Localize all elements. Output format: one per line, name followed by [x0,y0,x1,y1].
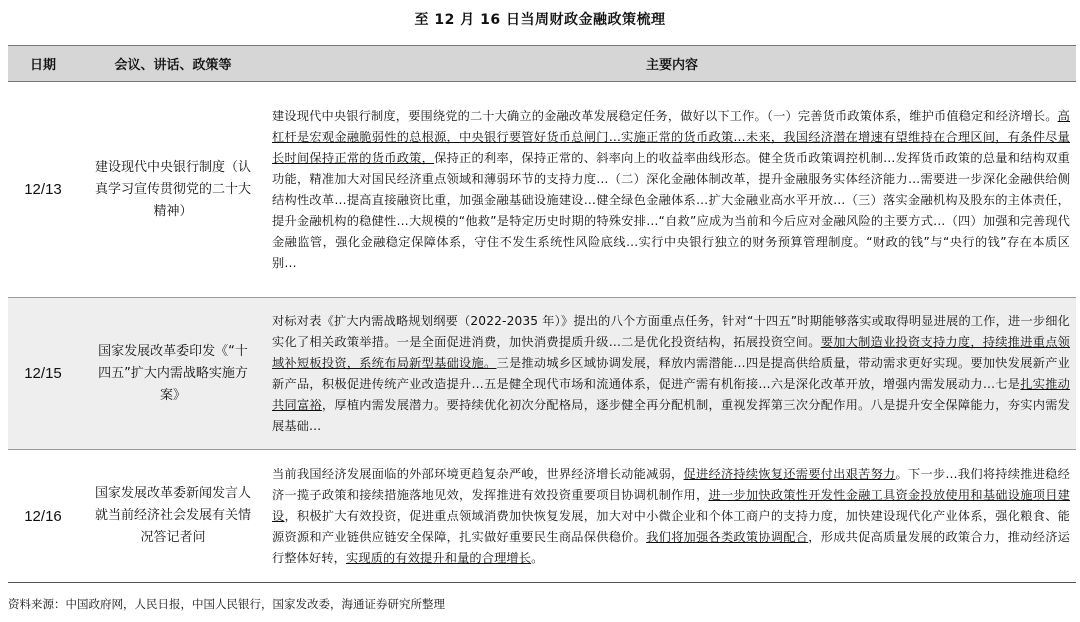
content-segment-underlined: 我们将加强各类政策协调配合 [646,529,809,544]
content-segment: ，厚植内需发展潜力。要持续优化初次分配格局，逐步健全再分配机制，重视发挥第三次分配作用。八是提升安全保障能力，夯实内需发展基础… [272,397,1070,433]
header-date: 日期 [8,46,78,82]
content-segment: 保持正的利率，保持正常的、斜率向上的收益率曲线形态。健全货币政策调控机制…发挥货币政策的总量和结构双重功能，精准加大对国民经济重点领域和薄弱环节的支持力度…（二）深化金融体制改革，提升金融服务实体经济能力…需要进一步深化金融供给侧结构性改革…提高直接融资比重，加强金融基础设施建设…健全绿色金融体系…扩大金融业高水平开放…（三）落实金融机构及股东的主体责任，提升金融机构的稳健性…大规模的“他救”是特定历史时期的特殊安排…“自救”应成为当前和今后应对金融风险的主要方式…（四）加强和完善现代金融监管，强化金融稳定保障体系，守住不发生系统性风险底线…实行中央银行独立的财务预算管理制度。“财政的钱”与“央行的钱”存在本质区别… [272,150,1070,270]
source-note: 资料来源：中国政府网，人民日报，中国人民银行，国家发改委，海通证券研究所整理 [8,597,445,611]
content-segment-underlined: 进一步加快政策性开发性金融工具资金投放使用和基础设施项目建设 [272,487,1071,523]
header-content: 主要内容 [268,46,1076,82]
header-row [8,46,1076,82]
content-segment: 。 [531,550,544,565]
row-content [268,82,1076,298]
content-segment: 三是推动城乡区域协调发展，释放内需潜能…四是提高供给质量，带动需求更好实现。要加快发展新产业新产品，积极促进传统产业改造提升…五是健全现代市场和流通体系，促进产需有机衔接…六是深化改革开放，增强内需发展动力…七是 [272,355,1071,391]
content-segment-underlined: 促进经济持续恢复还需要付出艰苦努力 [683,466,896,481]
content-segment-underlined: 扎实推动共同富裕 [272,376,1070,412]
row-meeting: 国家发展改革委印发《“十四五”扩大内需战略实施方案》 [78,298,268,450]
table-title: 至 12 月 16 日当周财政金融政策梳理 [414,12,666,28]
content-segment: ，形成共促高质量发展的政策合力，推动经济运行整体好转， [272,529,1071,565]
header-meeting: 会议、讲话、政策等 [78,46,268,82]
table-row [8,450,1076,583]
row-meeting: 国家发展改革委新闻发言人就当前经济社会发展有关情况答记者问 [78,450,268,583]
table-row [8,82,1076,298]
policy-table [8,45,1076,583]
row-content [268,450,1076,583]
row-date: 12/13 [8,82,78,298]
row-date: 12/16 [8,450,78,583]
content-segment: ，积极扩大有效投资，促进重点领域消费加快恢复发展，加大对中小微企业和个体工商户的支持力度，加快建设现代化产业体系，强化粮食、能源资源和产业链供应链安全保障，扎实做好重要民生商品保供稳价。 [272,508,1071,544]
row-date: 12/15 [8,298,78,450]
content-segment: 当前我国经济发展面临的外部环境更趋复杂严峻，世界经济增长动能减弱， [272,466,684,481]
content-segment-underlined: 要加大制造业投资支持力度，持续推进重点领域补短板投资，系统布局新型基础设施。 [272,334,1070,370]
row-meeting: 建设现代中央银行制度（认真学习宣传贯彻党的二十大精神） [78,82,268,298]
content-segment: 。下一步…我们将持续推进稳经济一揽子政策和接续措施落地见效，发挥推进有效投资重要项目协调机制作用， [272,466,1070,502]
content-segment-underlined: 实现质的有效提升和量的合理增长 [346,550,532,565]
table-row [8,298,1076,450]
content-segment: 对标对表《扩大内需战略规划纲要（2022-2035 年）》提出的八个方面重点任务，针对“十四五”时期能够落实或取得明显进展的工作，进一步细化实化了相关政策举措。一是全面促进消费，加快消费提质升级…二是优化投资结构，拓展投资空间。 [272,313,1070,349]
row-content [268,298,1076,450]
content-segment: 建设现代中央银行制度，要围绕党的二十大确立的金融改革发展稳定任务，做好以下工作。（一）完善货币政策体系，维护币值稳定和经济增长。 [272,108,1058,123]
content-segment-underlined: 高杠杆是宏观金融脆弱性的总根源，中央银行要管好货币总闸门…实施正常的货币政策…未来，我国经济潜在增速有望维持在合理区间，有条件尽量长时间保持正常的货币政策， [272,108,1070,165]
